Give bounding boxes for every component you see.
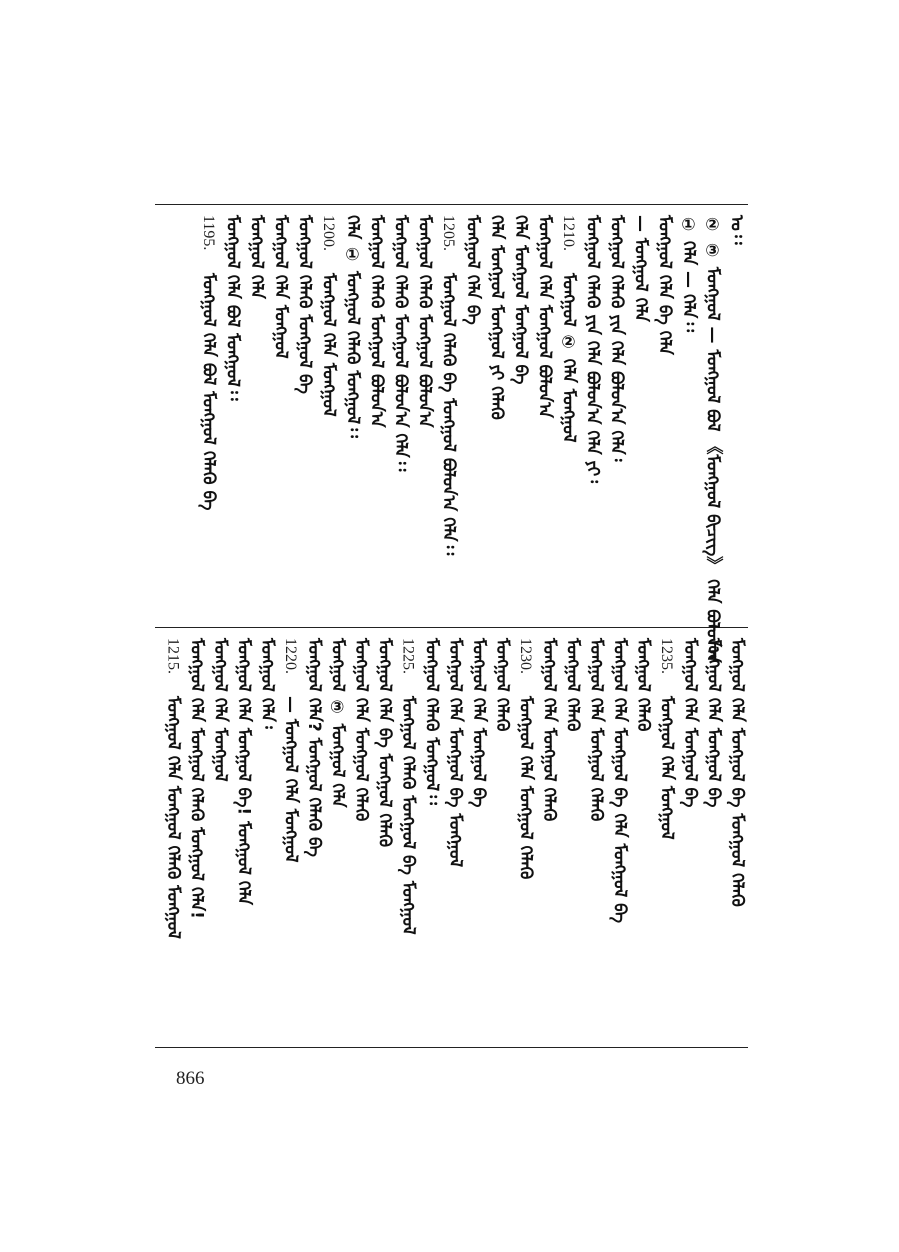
verse-column: [490, 638, 514, 1040]
verse-text: ᠮᠣᠩᠭᠣᠯ ᠬᠡᠯᠡ ᠮᠣᠩᠭᠣᠯ ᠪᠡ: [468, 638, 489, 808]
verse-text: ᠮᠣᠩᠭᠣᠯ ③ ᠮᠣᠩᠭᠣᠯ ᠬᠡᠯᠡ: [327, 638, 348, 808]
verse-text: ᠮᠣᠩᠭᠣᠯ ᠬᠡᠯᠡᠬᠦ: [632, 638, 653, 732]
verse-column: [631, 638, 655, 1040]
verse-column: [325, 638, 349, 1040]
verse-column: [604, 215, 628, 620]
verse-column: [419, 638, 443, 1040]
verse-column: [484, 215, 508, 620]
verse-column: [560, 638, 584, 1040]
verse-text: ᠮᠣᠩᠭᠣᠯ ᠬᠡᠯᠡ ᠮᠣᠩᠭᠣᠯ ᠬᠡᠯᠡᠬᠦ: [515, 696, 536, 880]
verse-text: ᠣ᠄᠄: [726, 215, 747, 245]
verse-column: [268, 215, 292, 620]
verse-text: ᠬᠡᠯᠡ ᠮᠣᠩᠭᠣᠯ ᠮᠣᠩᠭᠣᠯ ᠪᠡ: [510, 215, 531, 385]
verse-text: ᠮᠣᠩᠭᠣᠯ ᠬᠡᠯᠡ ᠪᠣᠯ ᠮᠣᠩᠭᠣᠯ᠄᠄: [222, 215, 243, 401]
verse-column: [628, 215, 652, 620]
verse-text: ᠮᠣᠩᠭᠣᠯ ᠬᠡᠯᠡ ᠮᠣᠩᠭᠣᠯ: [656, 696, 677, 840]
line-number: 1210.: [560, 215, 577, 251]
verse-text: — ᠮᠣᠩᠭᠣᠯ ᠬᠡᠯᠡ ᠮᠣᠩᠭᠣᠯ: [280, 696, 301, 863]
verse-text: ① ᠬᠡᠯᠡ — ᠬᠡᠯᠡ᠄᠄: [678, 215, 699, 332]
verse-text: ᠮᠣᠩᠭᠣᠯ ᠬᠡᠯᠡ ᠪᠡ: [462, 215, 483, 325]
lower-columns: [155, 638, 748, 1040]
verse-text: ᠮᠣᠩᠭᠣᠯ ᠬᠡᠯᠡᠬᠦ ᠮᠣᠩᠭᠣᠯ᠄᠄: [421, 638, 442, 805]
verse-text: ᠮᠣᠩᠭᠣᠯ ᠬᠡᠯᠡᠬᠦ ᠪᠡ ᠮᠣᠩᠭᠣᠯ ᠪᠣᠯᠤᠨ᠎ᠠ ᠬᠡᠯᠡ᠄᠄: [438, 273, 459, 556]
verse-text: ᠮᠣᠩᠭᠣᠯ ᠬᠡᠯᠡᠬᠦ ᠮᠣᠩᠭᠣᠯ ᠪᠡ ᠮᠣᠩᠭᠣᠯ: [397, 696, 418, 935]
verse-column: [676, 215, 700, 620]
verse-column: [278, 638, 302, 1040]
verse-text: ᠮᠣᠩᠭᠣᠯ ᠬᠡᠯᠡᠬᠦ ᠮᠣᠩᠭᠣᠯ ᠪᠣᠯᠤᠨ᠎ᠠ: [366, 215, 387, 428]
verse-column: [556, 215, 580, 620]
line-number: 1200.: [320, 215, 337, 251]
verse-text: ② ③ ᠮᠣᠩᠭᠣᠯ — ᠮᠣᠩᠭᠣᠯ ᠪᠣᠯ 《ᠮᠣᠩᠭᠣᠯ ᠪᠢᠴᠢᠭ》 ᠬᠡᠯᠡ ᠪᠣᠯᠤᠨ᠎ᠠ: [702, 215, 723, 663]
verse-column: [460, 215, 484, 620]
top-rule: [155, 204, 748, 205]
verse-text: ᠮᠣᠩᠭᠣᠯ ᠬᠡᠯᠡᠬᠦ: [491, 638, 512, 732]
verse-column: [316, 215, 340, 620]
line-number: 1205.: [440, 215, 457, 251]
verse-text: ᠮᠣᠩᠭᠣᠯ ᠬᠡᠯᠡ᠄: [256, 638, 277, 729]
verse-column: [654, 638, 678, 1040]
verse-column: [724, 215, 748, 620]
verse-column: [220, 215, 244, 620]
verse-text: ᠮᠣᠩᠭᠣᠯ ᠬᠡᠯᠡ ᠮᠣᠩᠭᠣᠯ ᠬᠡᠯᠡᠬᠦ ᠮᠣᠩᠭᠣᠯ: [162, 696, 183, 939]
verse-text: ᠮᠣᠩᠭᠣᠯ ᠬᠡᠯᠡᠬᠦ ᠮᠣᠩᠭᠣᠯ ᠪᠣᠯᠤᠨ᠎ᠠ ᠬᠡᠯᠡ᠄᠄: [390, 215, 411, 472]
verse-column: [196, 215, 220, 620]
verse-column: [292, 215, 316, 620]
verse-text: ᠮᠣᠩᠭᠣᠯ ᠬᠡᠯᠡ ᠮᠣᠩᠭᠣᠯ: [318, 273, 339, 417]
verse-text: ᠮᠣᠩᠭᠣᠯ ᠬᠡᠯᠡ: [246, 215, 267, 299]
verse-text: ᠮᠣᠩᠭᠣᠯ ᠬᠡᠯᠡ ᠪᠣᠯ ᠮᠣᠩᠭᠣᠯ ᠬᠡᠯᠡᠬᠦ ᠪᠡ: [198, 273, 219, 511]
verse-column: [372, 638, 396, 1040]
verse-column: [208, 638, 232, 1040]
line-number: 1220.: [281, 638, 299, 674]
verse-column: [340, 215, 364, 620]
verse-text: ᠮᠣᠩᠭᠣᠯ ᠬᠡᠯᠡᠬᠦ ᠮᠣᠩᠭᠣᠯ ᠪᠣᠯᠤᠨ᠎ᠠ: [414, 215, 435, 428]
verse-text: ᠮᠣᠩᠭᠣᠯ ᠬᠡᠯᠡ ᠮᠣᠩᠭᠣᠯ ᠬᠡᠯᠡᠬᠦ: [585, 638, 606, 822]
verse-text: ᠮᠣᠩᠭᠣᠯ ᠬᠡᠯᠡ ᠮᠣᠩᠭᠣᠯ ᠪᠡ ᠮᠣᠩᠭᠣᠯ: [444, 638, 465, 868]
verse-column: [652, 215, 676, 620]
verse-text: ᠮᠣᠩᠭᠣᠯ ᠬᠡᠯᠡᠬᠦ: [562, 638, 583, 732]
verse-text: ᠮᠣᠩᠭᠣᠯ ᠬᠡᠯᠡ ᠮᠣᠩᠭᠣᠯ ᠪᠡ: [703, 638, 724, 808]
verse-column: [364, 215, 388, 620]
verse-text: ᠮᠣᠩᠭᠣᠯ ᠬᠡᠯᠡ? ᠮᠣᠩᠭᠣᠯ ᠬᠡᠯᠡᠬᠦ ᠪᠡ: [303, 638, 324, 857]
verse-column: [231, 638, 255, 1040]
verse-column: [537, 638, 561, 1040]
verse-text: ᠮᠣᠩᠭᠣᠯ ᠬᠡᠯᠡ ᠪᠡ ᠬᠡᠯᠡ: [654, 215, 675, 355]
verse-text: ᠮᠣᠩᠭᠣᠯ ᠬᠡᠯᠡ ᠮᠣᠩᠭᠣᠯ ᠬᠡᠯᠡᠬᠦ: [350, 638, 371, 822]
verse-text: — ᠮᠣᠩᠭᠣᠯ ᠬᠡᠯᠡ: [630, 215, 651, 322]
line-number: 1195.: [200, 215, 217, 251]
verse-text: ᠮᠣᠩᠭᠣᠯ ᠬᠡᠯᠡ ᠮᠣᠩᠭᠣᠯ ᠪᠡ ᠮᠣᠩᠭᠣᠯ ᠬᠡᠯᠡᠬᠦ: [726, 638, 747, 907]
verse-column: [396, 638, 420, 1040]
verse-column: [701, 638, 725, 1040]
verse-column: [388, 215, 412, 620]
verse-text: ᠮᠣᠩᠭᠣᠯ ᠬᠡᠯᠡ ᠪᠡ ᠮᠣᠩᠭᠣᠯ ᠬᠡᠯᠡᠬᠦ: [374, 638, 395, 848]
verse-text: ᠮᠣᠩᠭᠣᠯ ᠬᠡᠯᠡ ᠮᠣᠩᠭᠣᠯ: [270, 215, 291, 359]
verse-text: ᠬᠡᠯᠡ ᠮᠣᠩᠭᠣᠯ ᠮᠣᠩᠭᠣᠯ ᠶᠢ ᠬᠡᠯᠡᠬᠦ: [486, 215, 507, 420]
verse-text: ᠮᠣᠩᠭᠣᠯ ᠬᠡᠯᠡ ᠮᠣᠩᠭᠣᠯ ᠪᠡ! ᠮᠣᠩᠭᠣᠯ ᠬᠡᠯᠡ: [233, 638, 254, 905]
verse-column: [161, 638, 185, 1040]
verse-column: [584, 638, 608, 1040]
verse-text: ᠮᠣᠩᠭᠣᠯ ᠬᠡᠯᠡᠬᠦ ᠮᠣᠩᠭᠣᠯ ᠪᠡ: [294, 215, 315, 394]
verse-column: [700, 215, 724, 663]
verse-column: [580, 215, 604, 620]
verse-text: ᠮᠣᠩᠭᠣᠯ ᠬᠡᠯᠡᠬᠦ ᠶᠢᠨ ᠬᠡᠯᠡ ᠪᠣᠯᠤᠨ᠎ᠠ ᠬᠡᠯᠡ ᠶᠢ᠄: [582, 215, 603, 484]
line-number: 1215.: [164, 638, 182, 674]
verse-column: [513, 638, 537, 1040]
verse-text: ᠮᠣᠩᠭᠣᠯ ᠬᠡᠯᠡ ᠮᠣᠩᠭᠣᠯ ᠬᠡᠯᠡᠬᠦ: [538, 638, 559, 822]
lower-text-block: [155, 638, 748, 1040]
verse-column: [302, 638, 326, 1040]
verse-text: ᠮᠣᠩᠭᠣᠯ ᠬᠡᠯᠡ ᠮᠣᠩᠭᠣᠯ ᠪᠣᠯᠤᠨ᠎ᠠ: [534, 215, 555, 419]
line-number: 1225.: [399, 638, 417, 674]
verse-text: ᠮᠣᠩᠭᠣᠯ ᠬᠡᠯᠡ ᠮᠣᠩᠭᠣᠯ ᠪᠡ: [679, 638, 700, 808]
verse-column: [184, 638, 208, 1040]
verse-text: ᠬᠡᠯᠡ ① ᠮᠣᠩᠭᠣᠯ ᠬᠡᠯᠡᠬᠦ ᠮᠣᠩᠭᠣᠯ᠄᠄: [342, 215, 363, 438]
verse-column: [443, 638, 467, 1040]
verse-column: [678, 638, 702, 1040]
verse-column: [244, 215, 268, 620]
verse-column: [508, 215, 532, 620]
verse-column: [255, 638, 279, 1040]
verse-text: ᠮᠣᠩᠭᠣᠯ ᠬᠡᠯᠡ ᠮᠣᠩᠭᠣᠯ ᠪᠡ ᠬᠡᠯᠡ ᠮᠣᠩᠭᠣᠯ ᠪᠡ: [609, 638, 630, 924]
verse-text: ᠮᠣᠩᠭᠣᠯ ᠬᠡᠯᠡ ᠮᠣᠩᠭᠣᠯ ᠬᠡᠯᠡᠬᠦ ᠮᠣᠩᠭᠣᠯ ᠬᠡᠯᠡ!: [186, 638, 207, 919]
verse-column: [607, 638, 631, 1040]
verse-text: ᠮᠣᠩᠭᠣᠯ ᠬᠡᠯᠡ ᠮᠣᠩᠭᠣᠯ: [209, 638, 230, 782]
line-number: 1230.: [516, 638, 534, 674]
verse-column: [349, 638, 373, 1040]
verse-column: [532, 215, 556, 620]
verse-text: ᠮᠣᠩᠭᠣᠯ ② ᠬᠡᠯᠡ ᠮᠣᠩᠭᠣᠯ: [558, 273, 579, 443]
verse-column: [436, 215, 460, 620]
middle-rule: [155, 627, 748, 628]
line-number: 1235.: [657, 638, 675, 674]
verse-text: ᠮᠣᠩᠭᠣᠯ ᠬᠡᠯᠡᠬᠦ ᠶᠢᠨ ᠬᠡᠯᠡ ᠪᠣᠯᠤᠨ᠎ᠠ ᠬᠡᠯᠡ᠄: [606, 215, 627, 462]
verse-column: [412, 215, 436, 620]
bottom-rule: [155, 1047, 748, 1048]
page-number: 866: [176, 1068, 205, 1089]
verse-column: [466, 638, 490, 1040]
verse-column: [725, 638, 749, 1040]
